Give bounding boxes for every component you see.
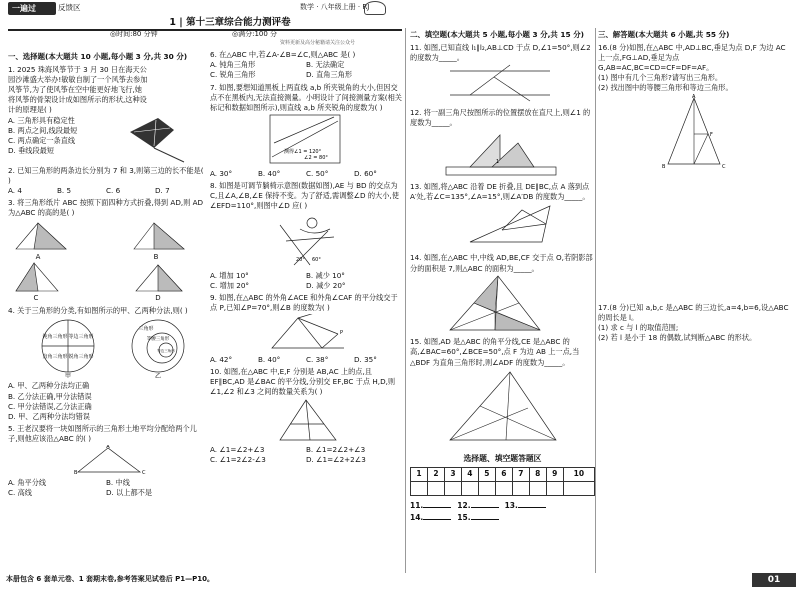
question-12: [410, 108, 595, 180]
q7-option-a: A. 30°: [210, 168, 233, 178]
question-12-text: 12. 将一副三角尺按图所示的位置摆放在直尺上,则∠1 的度数为_____。: [410, 108, 591, 128]
q2-option-b: B. 5: [57, 186, 72, 196]
answer-blank-cell[interactable]: [444, 482, 461, 496]
fold-figures: [8, 219, 204, 301]
q9-option-c: C. 38°: [306, 354, 329, 364]
q9-option-a: A. 42°: [210, 354, 233, 364]
yi-outer-label: 三角形: [138, 326, 154, 333]
external-angle-figure: [210, 314, 402, 352]
fill-answer-item: [505, 500, 546, 512]
q4-option-c: C. 甲分法错误,乙分法正确: [8, 401, 92, 411]
folding-figure: [410, 202, 595, 248]
fill-answer-label: 11.: [410, 501, 424, 511]
answer-number-cell: 5: [478, 468, 495, 482]
mascot-icon: [364, 1, 386, 15]
q10-option-b: B. ∠1=2∠2+∠3: [306, 444, 366, 454]
column-divider: [405, 28, 406, 573]
measure-1-label: 测得∠1 = 120°: [284, 149, 322, 156]
fold-option-a: [16, 223, 66, 261]
jia-left-bottom: 直角三角形: [42, 354, 68, 361]
question-16-text: 16.(8 分)如图,在△ABC 中,AD⊥BC,垂足为点 D,F 为边 AC 上一点,FG⊥AD,垂足为点 G,AB=AC,BC=CD=CF=DF=AF。: [598, 42, 786, 72]
fill-answer-blank[interactable]: [423, 512, 451, 520]
question-13-text: 13. 如图,将△ABC 沿着 DE 折叠,且 DE∥BC,点 A 落到点 A′处,若∠C=135°,∠A=15°,则∠A′DB 的度数为_____。: [410, 181, 590, 202]
question-3: [8, 198, 204, 304]
fill-answer-label: 12.: [457, 501, 471, 511]
q16-part-1: (1) 图中有几个三角形?请写出三角形。: [598, 73, 723, 83]
full-score: ◎满分:100 分: [232, 30, 278, 38]
fold-option-c: [16, 263, 58, 301]
answer-blank-row: [411, 482, 595, 496]
answer-number-cell: 2: [427, 468, 444, 482]
answer-number-cell: 7: [512, 468, 529, 482]
q5-option-c: C. 高线: [8, 488, 32, 498]
answer-number-cell: 9: [546, 468, 563, 482]
answer-number-cell: 4: [461, 468, 478, 482]
q8-option-a: A. 增加 10°: [210, 270, 249, 280]
q1-option-a: A. 三角形具有稳定性: [8, 115, 75, 125]
svg-text:D: D: [155, 293, 161, 301]
answer-blank-cell[interactable]: [546, 482, 563, 496]
q7-option-b: B. 40°: [258, 168, 281, 178]
footer-note: 本册包含 6 套单元卷、1 套期末卷,参考答案见试卷后 P1—P10。: [6, 575, 215, 583]
yi-label: 乙: [154, 373, 162, 379]
fill-answer-item: [457, 500, 498, 512]
question-16: [598, 43, 794, 173]
answer-number-cell: 6: [495, 468, 512, 482]
jia-right-top: 等边三角形: [68, 334, 94, 341]
column-2: [210, 50, 402, 467]
fill-answer-blank[interactable]: [471, 500, 499, 508]
q5-option-a: A. 角平分线: [8, 477, 47, 487]
svg-text:C: C: [142, 469, 146, 475]
q1-option-b: B. 两点之间,线段最短: [8, 125, 78, 135]
answer-blank-cell[interactable]: [461, 482, 478, 496]
question-3-text: 3. 将三角形纸片 ABC 按照下面四种方式折叠,得到 AD,则 AD 为△ABC 的高的是( ): [8, 198, 204, 218]
q1-option-d: D. 垂线段最短: [8, 146, 55, 156]
q6-option-c: C. 锐角三角形: [210, 70, 256, 80]
subject-label: 数学 · 八年级上册 · RJ: [300, 3, 370, 11]
question-17: [598, 303, 794, 344]
question-6: [210, 50, 402, 81]
answer-number-cell: 1: [411, 468, 428, 482]
fold-option-b: [134, 223, 184, 261]
svg-text:P: P: [340, 329, 344, 336]
answer-blank-cell[interactable]: [427, 482, 444, 496]
fill-answer-item: [410, 512, 451, 524]
title-divider: [8, 29, 402, 31]
svg-text:C: C: [722, 163, 726, 170]
yi-right-label: 等边三角形: [157, 349, 175, 354]
svg-text:A: A: [106, 444, 110, 450]
q9-option-d: D. 35°: [354, 354, 377, 364]
recliner-figure: [210, 211, 402, 267]
answer-blank-cell[interactable]: [495, 482, 512, 496]
question-10: [210, 367, 402, 465]
q10-option-a: A. ∠1=∠2+∠3: [210, 444, 265, 454]
question-5-text: 5. 王老汉要将一块如图所示的三角形土地平均分配给两个儿子,则他应该沿△ABC 的( ): [8, 424, 197, 444]
answer-area-title: 选择题、填空题答题区: [463, 454, 542, 464]
isosceles-figure: [598, 94, 794, 170]
answer-number-row: [411, 468, 595, 482]
q8-option-c: C. 增加 20°: [210, 280, 249, 290]
answer-number-cell: 3: [444, 468, 461, 482]
answer-blank-cell[interactable]: [563, 482, 594, 496]
question-11-text: 11. 如图,已知直线 l₁∥l₂,AB⊥CD 于点 D,∠1=50°,则∠2 的度数为_____。: [410, 42, 591, 62]
svg-text:20°: 20°: [296, 257, 305, 264]
question-11: [410, 43, 595, 107]
q10-option-d: D. ∠1=∠2+2∠3: [306, 455, 366, 465]
question-9: [210, 293, 402, 365]
q17-part-1: (1) 求 c 与 l 的取值范围;: [598, 323, 679, 333]
kite-figure: [128, 116, 188, 164]
svg-text:1: 1: [496, 158, 500, 165]
q8-option-d: D. 减少 20°: [306, 280, 346, 290]
q6-option-b: B. 无法确定: [306, 60, 345, 70]
q17-part-2: (2) 若 l 是小于 18 的偶数,试判断△ABC 的形状。: [598, 333, 757, 343]
answer-blank-cell[interactable]: [512, 482, 529, 496]
question-10-text: 10. 如图,在△ABC 中,E,F 分别是 AB,AC 上的点,且 EF∥BC,AD 是∠BAC 的平分线,分别交 EF,BC 于点 H,D,则∠1,∠2 和∠3 之间的数量关系为( ): [210, 366, 396, 397]
feedback-tag: 反馈区: [58, 3, 81, 12]
median-figure: [410, 274, 595, 332]
question-8: [210, 181, 402, 291]
jia-label: 甲: [64, 373, 72, 379]
question-4-text: 4. 关于三角形的分类,有如图所示的甲、乙两种分法,则( ): [8, 305, 188, 315]
q2-option-d: D. 7: [155, 186, 170, 196]
q7-option-d: D. 60°: [354, 168, 377, 178]
svg-text:F: F: [710, 131, 713, 138]
question-1-text: 1. 2025 珠海风筝节于 3 月 30 日在海天公园沙滩盛大举办!敏敏自制了一个风筝去参加风筝节,为了使风筝在空中能更好地飞行,她将风筝的骨架设计成如图所示的形状,这种设计的原理是( ): [8, 64, 148, 115]
column-4: [598, 28, 794, 346]
question-14: [410, 253, 595, 335]
jia-left-top: 钝角三角形: [42, 334, 68, 341]
section-fill-title: 二、填空题(本大题共 5 小题,每小题 3 分,共 15 分): [410, 30, 585, 39]
bisector-figure: [210, 398, 402, 442]
answer-number-cell: 10: [563, 468, 594, 482]
question-14-text: 14. 如图,在△ABC 中,中线 AD,BE,CF 交于点 O,若阴影部分的面积是 7,则△ABC 的面积为_____。: [410, 253, 593, 273]
question-5: [8, 424, 204, 498]
fill-answer-label: 15.: [457, 512, 471, 522]
question-17-text: 17.(8 分)已知 a,b,c 是△ABC 的三边长,a=4,b=6,设△ABC 的周长是 l。: [598, 302, 789, 323]
question-6-text: 6. 在△ABC 中,若∠A-∠B=∠C,则△ABC 是( ): [210, 50, 356, 59]
set-square-figure: [410, 129, 595, 177]
svg-text:A: A: [35, 252, 41, 261]
q6-option-a: A. 钝角三角形: [210, 60, 256, 70]
time-limit: ◎时间:80 分钟: [110, 30, 158, 38]
fill-answer-blank[interactable]: [471, 512, 499, 520]
svg-text:B: B: [74, 469, 78, 475]
q2-option-a: A. 4: [8, 186, 22, 196]
q4-option-d: D. 甲、乙两种分法均错误: [8, 412, 90, 422]
svg-text:60°: 60°: [312, 257, 321, 264]
jia-right-bottom: 锐角三角形: [68, 354, 94, 361]
svg-text:A: A: [692, 93, 696, 100]
fold-option-d: [136, 265, 182, 301]
question-9-text: 9. 如图,在△ABC 的外角∠ACE 和外角∠CAF 的平分线交于点 P,已知∠P=70°,则∠B 的度数为( ): [210, 293, 398, 313]
fill-answer-label: 13.: [504, 501, 518, 511]
fill-answer-lines: [410, 500, 595, 523]
q4-option-b: B. 乙分法正确,甲分法错误: [8, 391, 92, 401]
answer-grid: [410, 467, 595, 496]
parallel-lines-figure: [410, 63, 595, 103]
angle-bisector-figure: [410, 368, 595, 444]
source-note: 资料更新及高分秘籍请关注公众号: [280, 40, 356, 46]
answer-blank-cell[interactable]: [529, 482, 546, 496]
q8-option-b: B. 减少 10°: [306, 270, 345, 280]
q1-option-c: C. 两点确定一条直线: [8, 136, 76, 146]
question-2-text: 2. 已知三角形的两条边长分别为 7 和 3,则第三边的长不能是( ): [8, 165, 204, 185]
question-7: [210, 83, 402, 179]
answer-blank-cell[interactable]: [478, 482, 495, 496]
column-3: [410, 28, 595, 523]
blackboard-figure: [210, 113, 402, 165]
brand-logo: 一遍过: [8, 2, 56, 15]
question-8-text: 8. 如图是可调节躺椅示意图(数据如图),AE 与 BD 的交点为 C,且∠A,∠B,∠E 保持不变。为了舒适,需调整∠D 的大小,使∠EFD=110°,则图中∠D 应( ): [210, 180, 399, 211]
question-15-text: 15. 如图,AD 是△ABC 的角平分线,CE 是△ABC 的高,∠BAC=60°,∠BCE=50°,点 F 为边 AB 上一点,当△BDF 为直角三角形时,则∠ADF 的度数为_____。: [410, 337, 580, 367]
svg-text:B: B: [662, 163, 666, 170]
q9-option-b: B. 40°: [258, 354, 281, 364]
fill-answer-blank[interactable]: [518, 500, 546, 508]
question-1: [8, 65, 204, 164]
question-13: [410, 182, 595, 252]
q5-option-d: D. 以上都不是: [106, 488, 153, 498]
question-15: [410, 337, 595, 447]
q2-option-c: C. 6: [106, 186, 121, 196]
q5-option-b: B. 中线: [106, 477, 130, 487]
section-answer-title: 三、解答题(本大题共 6 小题,共 55 分): [598, 30, 730, 39]
q16-part-2: (2) 找出图中的等腰三角形和等边三角形。: [598, 83, 733, 93]
q7-option-c: C. 50°: [306, 168, 329, 178]
fill-answer-item: [410, 500, 451, 512]
column-divider: [595, 28, 596, 573]
q6-option-d: D. 直角三角形: [306, 70, 353, 80]
question-4: [8, 306, 204, 422]
svg-text:C: C: [33, 293, 39, 301]
svg-text:B: B: [153, 252, 159, 261]
fill-answer-item: [457, 512, 498, 524]
answer-number-cell: 8: [529, 468, 546, 482]
question-2: [8, 166, 204, 197]
q4-option-a: A. 甲、乙两种分法均正确: [8, 381, 90, 391]
land-triangle-figure: [8, 445, 204, 475]
fill-answer-label: 14.: [410, 512, 424, 522]
fill-answer-blank[interactable]: [423, 500, 451, 508]
classification-figure: [8, 316, 204, 378]
page-title: 1 | 第十三章综合能力测评卷: [169, 17, 291, 28]
question-7-text: 7. 如图,要想知道黑板上两直线 a,b 所夹锐角的大小,但因交点不在黑板内,无法直接测量。小明设计了间接测量方案(相关标记和数据如图所示),则直线 a,b 所夹锐角的度数为( ): [210, 82, 402, 113]
section-choice-title: 一、选择题(本大题共 10 小题,每小题 3 分,共 30 分): [8, 52, 188, 61]
measure-2-label: ∠2 = 80°: [304, 155, 328, 162]
answer-blank-cell[interactable]: [411, 482, 428, 496]
column-1: [8, 50, 204, 500]
q10-option-c: C. ∠1=2∠2-∠3: [210, 455, 266, 465]
yi-inner-label: 等腰三角形: [146, 337, 170, 343]
page-number: 01: [752, 573, 796, 587]
